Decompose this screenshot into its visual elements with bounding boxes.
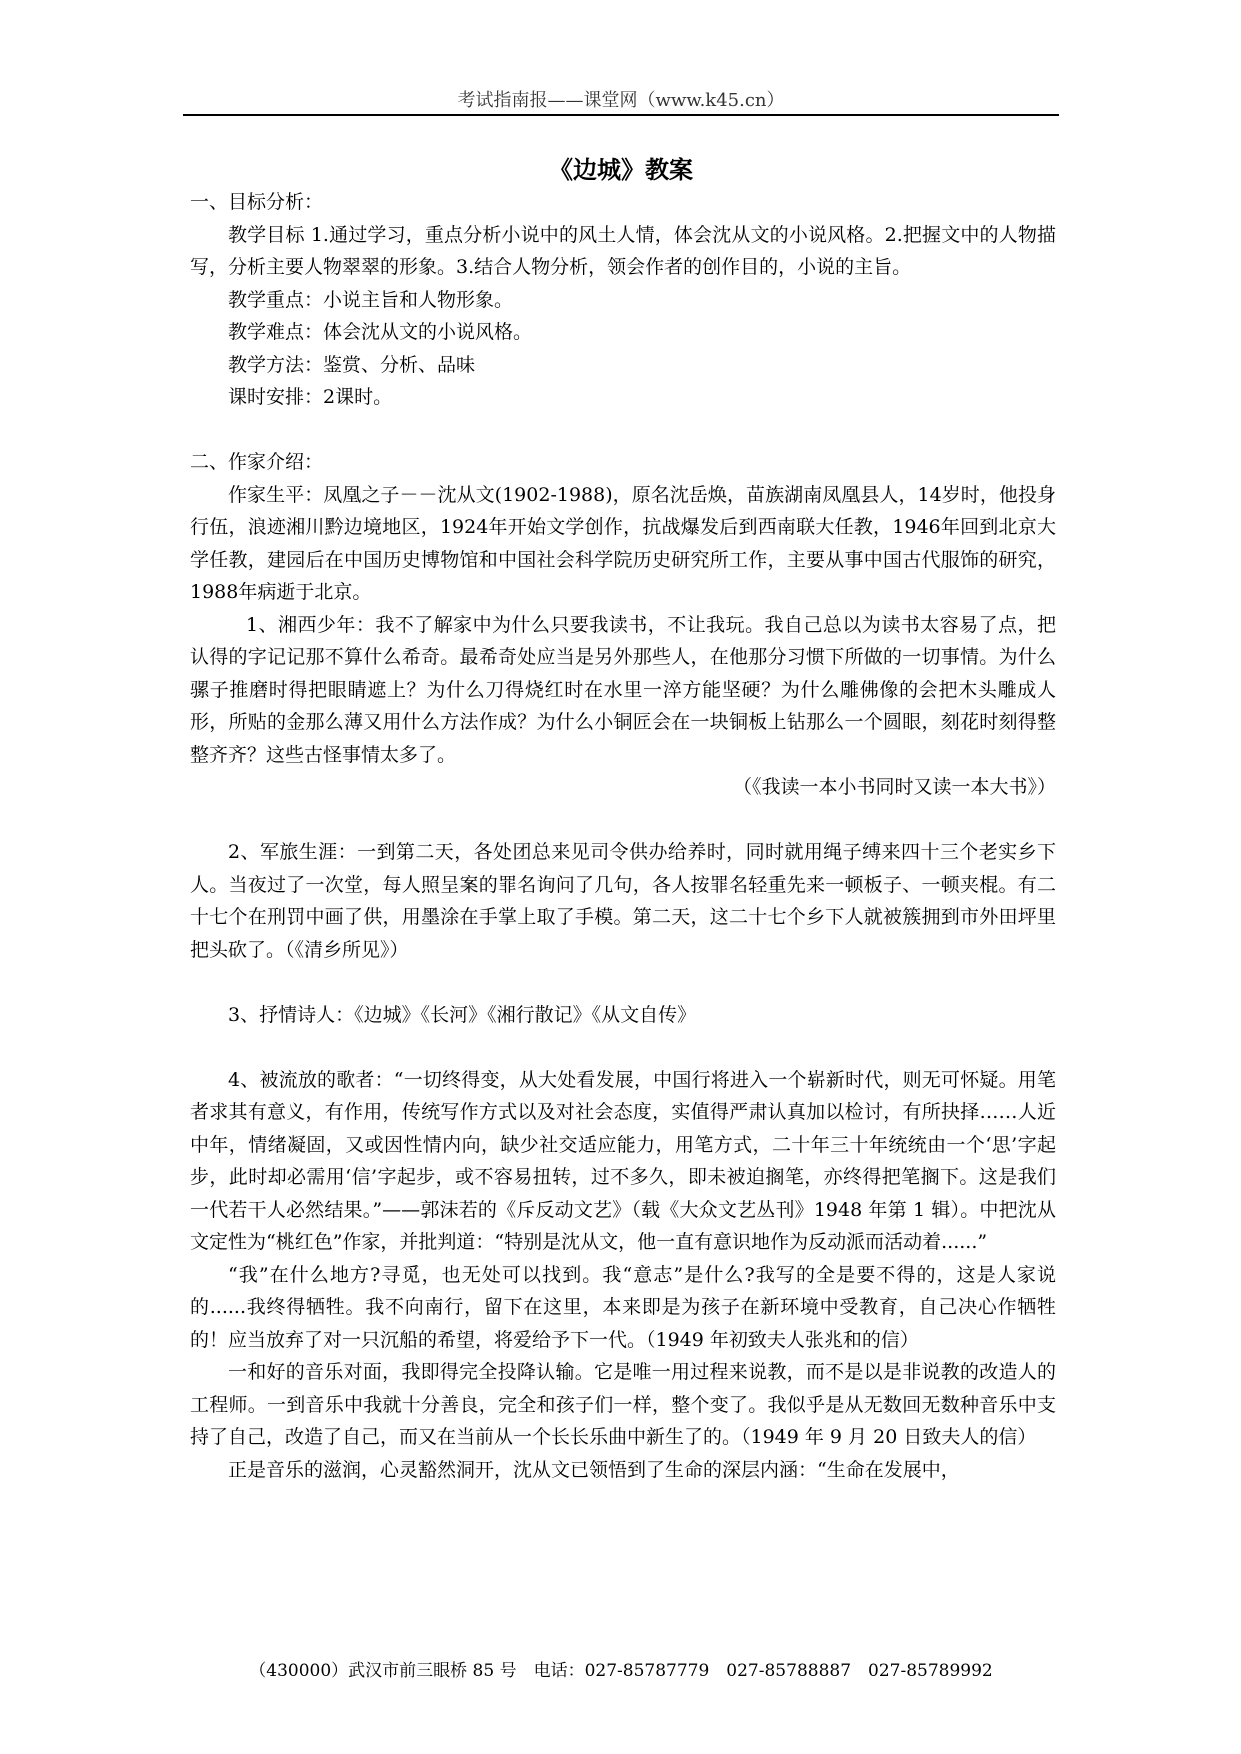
teaching-methods: 教学方法：鉴赏、分析、品味 — [228, 353, 476, 376]
section-heading-goals: 一、目标分析： — [190, 191, 324, 213]
letter-on-music: 一和好的音乐对面，我即得完全投降认输。它是唯一用过程来说教，而不是以是非说教的改造人的工程师。一到音乐中我就十分善良，完全和孩子们一样，整个变了。我似乎是从无数回无数种音乐中支持了自己，改造了自己，而又在当前从一个长长乐曲中新生了的。（1949 年 9 月 20 日致夫人的信） — [190, 1361, 1056, 1448]
teaching-difficulties: 教学难点：体会沈从文的小说风格。 — [228, 321, 533, 343]
spacer — [190, 414, 1056, 447]
item-xiangxi-youth: 1、湘西少年：我不了解家中为什么只要我读书，不让我玩。我自己总以为读书太容易了点，把认得的字记记那不算什么希奇。最希奇处应当是另外那些人，在他那分习惯下所做的一切事情。为什么骡子推磨时得把眼睛遮上？为什么刀得烧红时在水里一淬方能坚硬？为什么雕佛像的会把木头雕成人形，所贴的金那么薄又用什么方法作成？为什么小铜匠会在一块铜板上钻那么一个圆眼，刻花时刻得整整齐齐？这些古怪事情太多了。 — [190, 613, 1056, 766]
spacer — [190, 1031, 1056, 1064]
letter-to-zhang-zhaohe: “我”在什么地方?寻觅，也无处可以找到。我“意志”是什么?我写的全是要不得的，这是人家说的......我终得牺牲。我不向南行，留下在这里，本来即是为孩子在新环境中受教育，自己决心作牺牲的！应当放弃了对一只沉船的希望，将爱给予下一代。（1949 年初致夫人张兆和的信） — [190, 1263, 1056, 1351]
document-title: 《边城》教案 — [549, 156, 693, 184]
spacer — [190, 966, 1056, 999]
page-footer: （430000）武汉市前三眼桥 85 号 电话：027-85787779 027-85788887 027-85789992 — [249, 1661, 993, 1681]
class-schedule: 课时安排：2课时。 — [228, 386, 393, 408]
item-lyric-poet: 3、抒情诗人：《边城》《长河》《湘行散记》《从文自传》 — [228, 1003, 697, 1026]
closing-paragraph: 正是音乐的滋润，心灵豁然洞开，沈从文已领悟到了生命的深层内涵：“生命在发展中， — [228, 1458, 960, 1481]
document-body — [190, 186, 1056, 1486]
teaching-goals: 教学目标 1.通过学习，重点分析小说中的风土人情，体会沈从文的小说风格。2.把握文中的人物描写，分析主要人物翠翠的形象。3.结合人物分析，领会作者的创作目的，小说的主旨。 — [190, 223, 1056, 278]
header-rule — [183, 114, 1059, 116]
section-heading-author: 二、作家介绍： — [190, 451, 324, 473]
author-bio: 作家生平：凤凰之子－－沈从文(1902-1988)，原名沈岳焕，苗族湖南凤凰县人，14岁时，他投身行伍，浪迹湘川黔边境地区，1924年开始文学创作，抗战爆发后到西南联大任教，1946年回到北京大学任教，建园后在中国历史博物馆和中国社会科学院历史研究所工作，主要从事中国古代服饰的研究，1988年病逝于北京。 — [190, 483, 1056, 603]
item-military-career: 2、军旅生涯：一到第二天，各处团总来见司令供办给养时，同时就用绳子缚来四十三个老实乡下人。当夜过了一次堂，每人照呈案的罪名询问了几句，各人按罪名轻重先来一顿板子、一顿夹棍。有二十七个在刑罚中画了供，用墨涂在手掌上取了手模。第二天，这二十七个乡下人就被簇拥到市外田坪里把头砍了。（《清乡所见》） — [190, 841, 1056, 961]
teaching-key-points: 教学重点：小说主旨和人物形象。 — [228, 288, 514, 311]
item-xiangxi-source: （《我读一本小书同时又读一本大书》） — [732, 776, 1056, 798]
page-header: 考试指南报——课堂网（www.k45.cn） — [457, 90, 785, 111]
item-exiled-singer: 4、被流放的歌者：“一切终得变，从大处看发展，中国行将进入一个崭新时代，则无可怀疑。用笔者求其有意义，有作用，传统写作方式以及对社会态度，实值得严肃认真加以检讨，有所抉择……人近中年，情绪凝固，又或因性情内向，缺少社交适应能力，用笔方式，二十年三十年统统由一个‘思’字起步，此时却必需用‘信’字起步，或不容易扭转，过不多久，即未被迫搁笔，亦终得把笔搁下。这是我们一代若干人必然结果。”——郭沫若的《斥反动文艺》（载《大众文艺丛刊》1948 年第 1 辑）。中把沈从文定性为“桃红色”作家，并批判道：“特别是沈从文，他一直有意识地作为反动派而活动着......” — [190, 1068, 1056, 1253]
spacer — [190, 804, 1056, 837]
